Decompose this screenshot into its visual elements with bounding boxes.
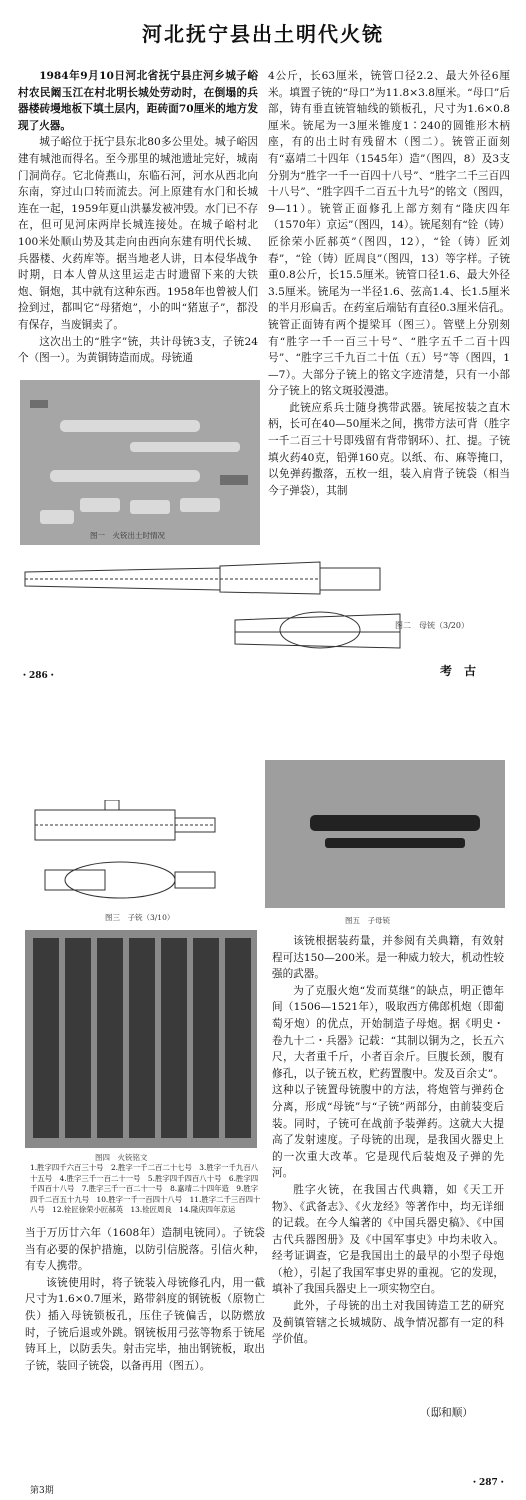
fig4-legend: 1.胜字四千六百三十号 2.胜字一千二百二十七号 3.胜字一千九百八十五号 4.胜字三千一百二十一号 5.胜字四千四百八十号 6.胜字四千四百十八号 7.胜字三千一百二十一号 8.嘉靖二十四年造 9.胜字四千二百五十九号 10.胜字一千一百四十八号 11.胜字二千三百四十八号 12.铨匠徐荣小匠郝英 13.铨匠周良 14.隆庆四年京运	[30, 1163, 261, 1214]
fig1-caption: 图一 火铳出土时情况	[90, 531, 165, 540]
paragraph: 该铳根据装药量，并参阅有关典籍，有效射程可达150—200米。是一种威力较大，机动性较强的武器。	[272, 935, 504, 981]
author: （邸和顺）	[420, 1407, 473, 1419]
fig3-caption: 图三 子铳（3/10）	[105, 913, 175, 922]
paragraph: 该铳使用时，将子铳装入母铳修孔内，用一截尺寸为1.6×0.7厘米，路带斜度的钢铳板（原物亡佚）插入母铳锁板孔，压住子铳偏舌，以防燃放时，子铳后退或外跳。钢铳板用弓弦等物系于铳尾铸耳上，以防丢失。射击完毕，抽出钢铳板，取出子铳，装回子铳袋，以备再用（图五）。	[25, 1276, 265, 1372]
fig4-rubbing-image	[25, 930, 257, 1148]
paragraph: 1984年9月10日河北省抚宁县庄河乡城子峪村农民阚玉江在村北明长城处劳动时，在倒塌的兵器楼砖墁地板下填土层内，距砖面70厘米的地方发现了火器。	[18, 70, 258, 132]
paragraph: 这次出土的“胜字”铳，共计母铳3支，子铳24个（图一）。为黄铜铸造而成。母铳通	[18, 335, 258, 365]
journal-name: 考 古	[440, 664, 477, 678]
fig2-drawing	[20, 550, 420, 670]
left-column-text	[25, 1225, 265, 1423]
issue-number: 第3期	[30, 1486, 54, 1496]
inscription-rubbings	[25, 930, 257, 1148]
paragraph: 胜字火铳，在我国古代典籍，如《天工开物》、《武备志》、《火龙经》等著作中，均无详细的记载。在今人编著的《中国兵器史稿》、《中国古代兵器图册》及《中国军事史》中均未收入。经考证调查，它是我国出土的最早的小型子母炮（枪），引起了我国军事史界的重视。它的发现，填补了我国兵器史上一项实物空白。	[272, 1183, 504, 1296]
fig4-caption: 图四 火铳铭文	[95, 1153, 148, 1162]
paragraph: 此铳应系兵士随身携带武器。铳尾按装之直木柄，长可在40—50厘米之间，携带方法可背（胜字一千二百三十号即残留有背带钢环）、扛、提。子铳填火药40克，铅弹160克。以纸、布、麻等掩口，以免弹药撒落，五枚一组，装入肩背子铳袋（相当今子弹袋），其制	[268, 401, 510, 497]
excavation-photo-image	[20, 380, 260, 545]
right-column-text	[268, 68, 510, 616]
fig5-caption: 图五 子母铳	[345, 916, 390, 925]
right-column-text	[272, 933, 504, 1403]
paragraph: 此外，子母铳的出土对我国铸造工艺的研究及蓟镇管辖之长城城防、战争情况都有一定的科学价值。	[272, 1300, 504, 1346]
fig5-photo	[265, 760, 505, 908]
page-number: ・286・	[20, 671, 57, 681]
paragraph: 为了克服火炮“发而莫继”的缺点，明正德年间（1506—1521年），吸取西方佛郎机炮（即葡萄牙炮）的优点，开始制造子母炮。据《明史・卷九十二・兵器》记载：“其制以铜为之，长五六尺，大者重千斤，小者百余斤。巨腹长颈，腹有修孔，以子铳五枚，贮药置腹中。发及百余丈”。这种以子铳置母铳腹中的方法，将炮管与弹药仓分离，形成“母铳”与“子铳”两部分，由前装变后装。同时，子铳可在战前予装弹药。这就大大提高了发射速度。子母铳的出现，是我国火器史上的一次重大改革。它是现代后装炮及子弹的先河。	[272, 984, 504, 1180]
page-287	[0, 755, 526, 1500]
paragraph: 4公斤，长63厘米，铳管口径2.2、最大外径6厘米。填置子铳的“母口”为11.8×3.8厘米。“母口”后部，铸有垂直铳管轴线的锁板孔，尺寸为1.6×0.8厘米。铳尾为一3厘米锥度1∶240的圆锥形木柄座，有的出土时有残留木（图二）。铳管正面刻有“嘉靖二十四年（1545年）造”（图四，8）及3支分别为“胜字一千一百四十八号”、“胜字二千三百四十八号”、“胜字四千二百五十九号”的铭文（图四，9—11）。铳管正面修孔上部方刻有“隆庆四年（1570年）京运”（图四，14）。铳尾刻有“铨（铸）匠徐荣小匠郝英”（图四，12），“铨（铸）匠刘春”，“铨（铸）匠周良”（图四，13）等字样。子铳重0.8公斤，长15.5厘米。铳管口径1.6、最大外径3.5厘米。铳尾为一半径1.6、弦高1.4、长1.5厘米的半月形扁舌。在药室后端钻有直径0.3厘米信孔。铳管正面铸有两个提梁耳（图三）。管壁上分别刻有“胜字一千一百三十号”、“胜字五千二百十四号”、“胜字三千九百二十伍（五）号”等（图四，1—7）。大部分子铳上的铭文字迹清楚，只有一小部分子铳上的铭文斑驳漫漶。	[268, 70, 510, 398]
fig1-photo	[20, 380, 260, 545]
fig3-drawing	[25, 800, 235, 905]
paragraph: 当于万历廿六年（1608年）造制电铳同）。子铳袋当有必要的保护措施，以防引信脱落。引信火种，有专人携带。	[25, 1227, 265, 1273]
left-column-text	[18, 68, 258, 378]
paragraph: 城子峪位于抚宁县东北80多公里处。城子峪因建有城池而得名。至今那里的城池遗址完好，城南门洞尚存。它北倚燕山，东临石河，河水从西北向东南，穿过山口转而流去。河上原建有水门和长城连在一起，1959年夏山洪暴发被冲毁。水门已不存在，但可见河床两岸长城连接处。在城子峪村北100米处顺山势及其走向由西向东建有明代长城、兵器楼、火药库等。据当地老人讲，日本侵华战争时期，日本人曾从这里运走古时遗留下来的大铁炮、铜炮，其中就有这种东西。1958年也曾被人们捡到过，都叫它“母猪炮”，小的叫“猪崽子”，都没有保存，当废铜卖了。	[18, 136, 258, 331]
mother-child-gun-photo	[265, 760, 505, 908]
page-number: ・287・	[470, 1478, 507, 1488]
fig2-caption: 图二 母铳（3/20）	[395, 621, 469, 630]
article-title: 河北抚宁县出土明代火铳	[142, 22, 384, 46]
page-286	[0, 0, 526, 700]
